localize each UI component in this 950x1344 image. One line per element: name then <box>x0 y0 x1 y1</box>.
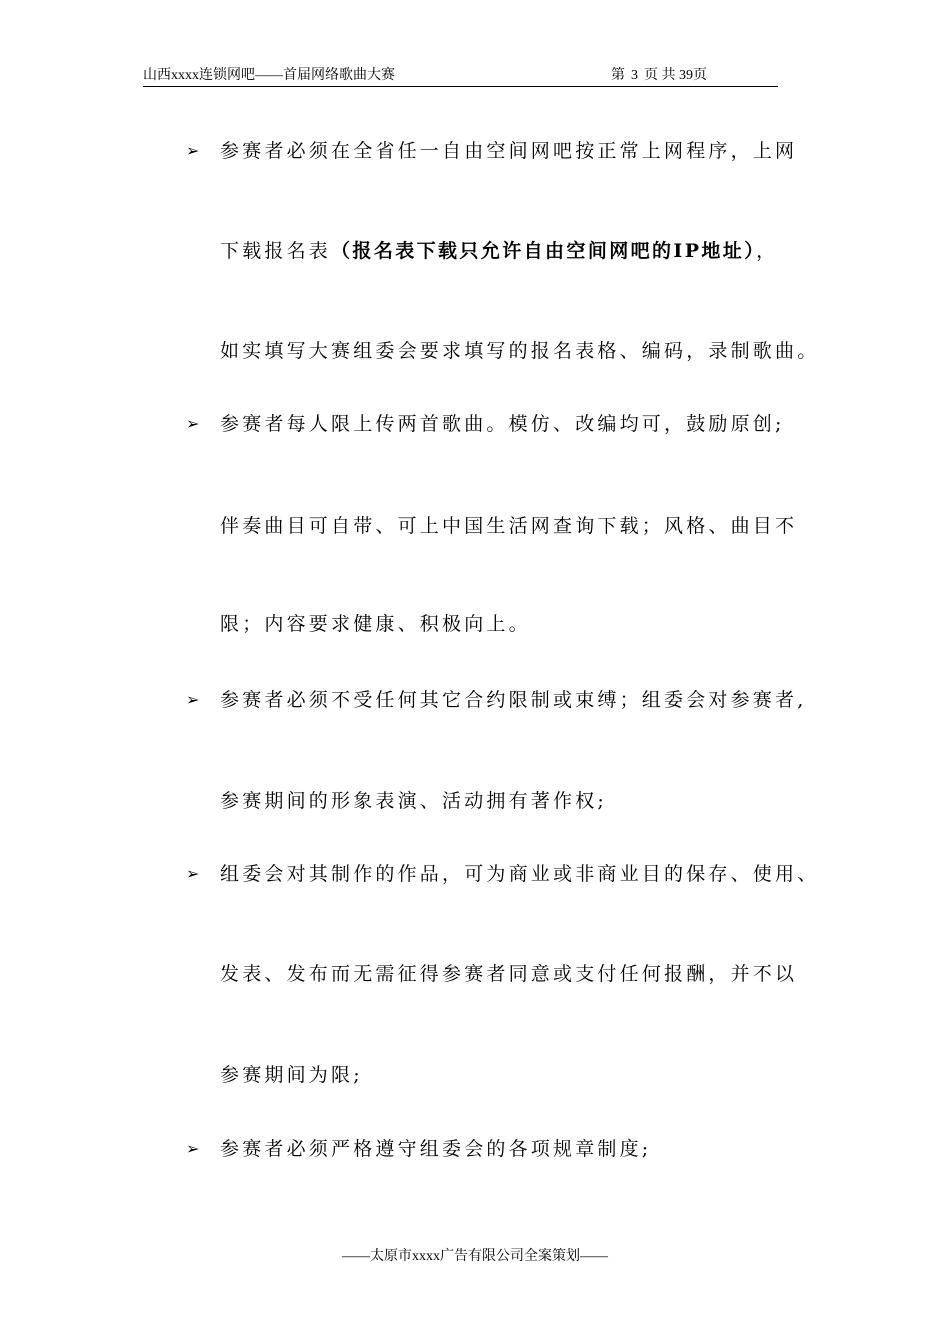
page-mid: 页 共 <box>644 68 676 83</box>
header-page-info <box>611 66 707 86</box>
body-line-9: 组委会对其制作的作品，可为商业或非商业目的保存、使用、 <box>220 863 820 885</box>
body-line-10: 发表、发布而无需征得参赛者同意或支付任何报酬，并不以 <box>220 963 798 985</box>
bullet-arrow-icon: ➢ <box>186 690 200 709</box>
bullet-arrow-icon: ➢ <box>186 864 200 883</box>
total-pages: 39 <box>679 68 693 83</box>
page-prefix: 第 <box>611 68 625 83</box>
body-line-1: 参赛者必须在全省任一自由空间网吧按正常上网程序，上网 <box>220 140 798 162</box>
body-line-2-end: ， <box>756 240 779 262</box>
bullet-arrow-icon: ➢ <box>186 414 200 433</box>
body-line-5: 伴奏曲目可自带、可上中国生活网查询下载；风格、曲目不 <box>220 515 798 537</box>
body-line-8: 参赛期间的形象表演、活动拥有著作权; <box>220 790 608 812</box>
body-line-11: 参赛期间为限; <box>220 1064 363 1086</box>
body-line-12: 参赛者必须严格遵守组委会的各项规章制度; <box>220 1138 652 1160</box>
page-number: 3 <box>631 68 638 83</box>
body-line-4: 参赛者每人限上传两首歌曲。模仿、改编均可，鼓励原创; <box>220 413 785 435</box>
body-line-2-start: 下载报名表 <box>220 240 332 262</box>
body-line-2-bold: （报名表下载只允许自由空间网吧的IP地址） <box>331 240 757 262</box>
page-suffix: 页 <box>693 68 707 83</box>
page-footer: ——太原市xxxx广告有限公司全案策划—— <box>342 1249 608 1264</box>
bullet-arrow-icon: ➢ <box>186 1139 200 1158</box>
body-line-3: 如实填写大赛组委会要求填写的报名表格、编码，录制歌曲。 <box>220 340 820 362</box>
body-line-7: 参赛者必须不受任何其它合约限制或束缚；组委会对参赛者, <box>220 689 807 711</box>
body-line-2 <box>220 237 778 265</box>
header-title: 山西xxxx连锁网吧——首届网络歌曲大赛 <box>143 68 395 83</box>
bullet-arrow-icon: ➢ <box>186 141 200 160</box>
page-header <box>143 66 778 87</box>
body-line-6: 限；内容要求健康、积极向上。 <box>220 613 531 635</box>
